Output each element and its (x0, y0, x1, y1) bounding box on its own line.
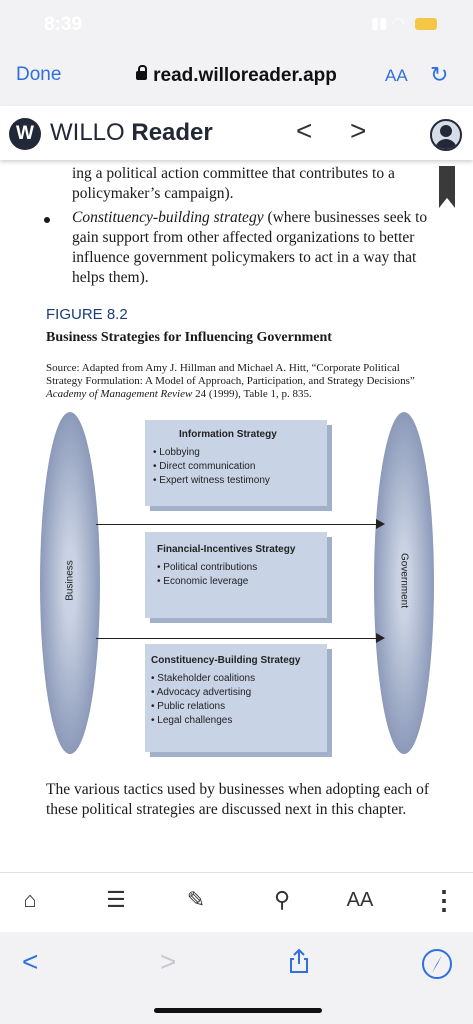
table-of-contents-icon[interactable]: ☰ (106, 887, 126, 912)
avatar-body (435, 139, 457, 151)
more-options-icon[interactable]: ⋮ (431, 885, 457, 915)
box-item: • Economic leverage (157, 576, 249, 587)
bullet-term: Constituency-building strategy (72, 209, 264, 226)
browser-address-bar (0, 48, 473, 107)
status-bar (0, 0, 473, 48)
box-item: • Lobbying (153, 447, 200, 458)
share-icon[interactable] (287, 948, 311, 972)
box-item: • Legal challenges (151, 715, 233, 726)
government-label: Government (398, 552, 410, 609)
arrow-head (376, 633, 385, 643)
reload-icon[interactable]: ↻ (430, 62, 449, 87)
browser-forward-icon[interactable]: > (160, 946, 177, 977)
information-strategy-box (145, 420, 327, 506)
next-page-icon[interactable]: > (350, 115, 367, 146)
reader-toolbar (0, 872, 473, 933)
avatar-icon[interactable] (430, 119, 462, 151)
compass-icon[interactable] (422, 949, 452, 979)
financial-incentives-strategy-box (145, 532, 327, 618)
bookmark-icon[interactable] (439, 166, 455, 208)
font-settings-button[interactable]: AA (346, 889, 374, 911)
box-title: Information Strategy (179, 429, 277, 440)
strategy-diagram (40, 408, 440, 766)
brand-second: Reader (131, 119, 213, 146)
notes-icon[interactable]: ✎ (186, 887, 206, 912)
wifi-icon: ◠ (391, 15, 405, 32)
source-suffix: 24 (1999), Table 1, p. 835. (192, 388, 312, 400)
battery-icon (415, 18, 437, 30)
signal-icon: ▮▮ (371, 15, 388, 32)
home-icon[interactable]: ⌂ (23, 887, 37, 912)
arrow-line (96, 638, 378, 639)
arrow-line (96, 524, 378, 525)
box-item: • Expert witness testimony (153, 475, 270, 486)
logo-icon: W (9, 118, 41, 150)
search-icon[interactable]: ⚲ (273, 887, 291, 912)
arrow-head (376, 519, 385, 529)
bullet-text: (where businesses seek to gain support from other affected organizations to better influence government policymakers to act in a way that helps them). (72, 209, 428, 286)
bullet-dot (44, 217, 50, 223)
constituency-building-strategy-box (145, 644, 327, 752)
url-text: read.willoreader.app (153, 65, 337, 86)
book-content (0, 160, 473, 872)
home-indicator (154, 1008, 322, 1013)
business-label: Business (64, 560, 76, 601)
box-item: • Public relations (151, 701, 226, 712)
box-item: • Direct communication (153, 461, 256, 472)
status-time: 8:39 (44, 14, 83, 35)
done-button[interactable]: Done (16, 64, 62, 85)
figure-caption-paragraph: The various tactics used by businesses when adopting each of these political strategies are discussed next in this chapter. (46, 781, 429, 818)
source-journal: Academy of Management Review (46, 388, 193, 400)
figure-number: FIGURE 8.2 (46, 306, 128, 323)
figure-source (46, 362, 436, 401)
box-title: Financial-Incentives Strategy (157, 544, 296, 555)
box-item: • Political contributions (157, 562, 258, 573)
box-item: • Stakeholder coalitions (151, 673, 256, 684)
compass-needle (432, 955, 442, 973)
source-prefix: Source: Adapted from Amy J. Hillman and Michael A. Hitt, “Corporate Political Strategy Formulation: A Model of Approach, Participation, and Strategy Decisions” (46, 362, 415, 387)
bullet-item (72, 208, 432, 288)
box-item: • Advocacy advertising (151, 687, 252, 698)
previous-page-icon[interactable]: < (296, 115, 313, 146)
avatar-head (440, 125, 452, 137)
reader-text-size-button[interactable]: AA (385, 66, 408, 85)
brand-first: WILLO (50, 119, 125, 146)
app-header (0, 106, 473, 160)
browser-back-icon[interactable]: < (22, 946, 39, 977)
box-title: Constituency-Building Strategy (151, 655, 301, 666)
brand-name (50, 119, 213, 147)
lock-icon (136, 71, 147, 80)
status-icons (371, 14, 437, 32)
paragraph-continuation: ing a political action committee that contributes to a policymaker’s campaign). (72, 165, 395, 202)
figure-title: Business Strategies for Influencing Government (46, 330, 332, 345)
